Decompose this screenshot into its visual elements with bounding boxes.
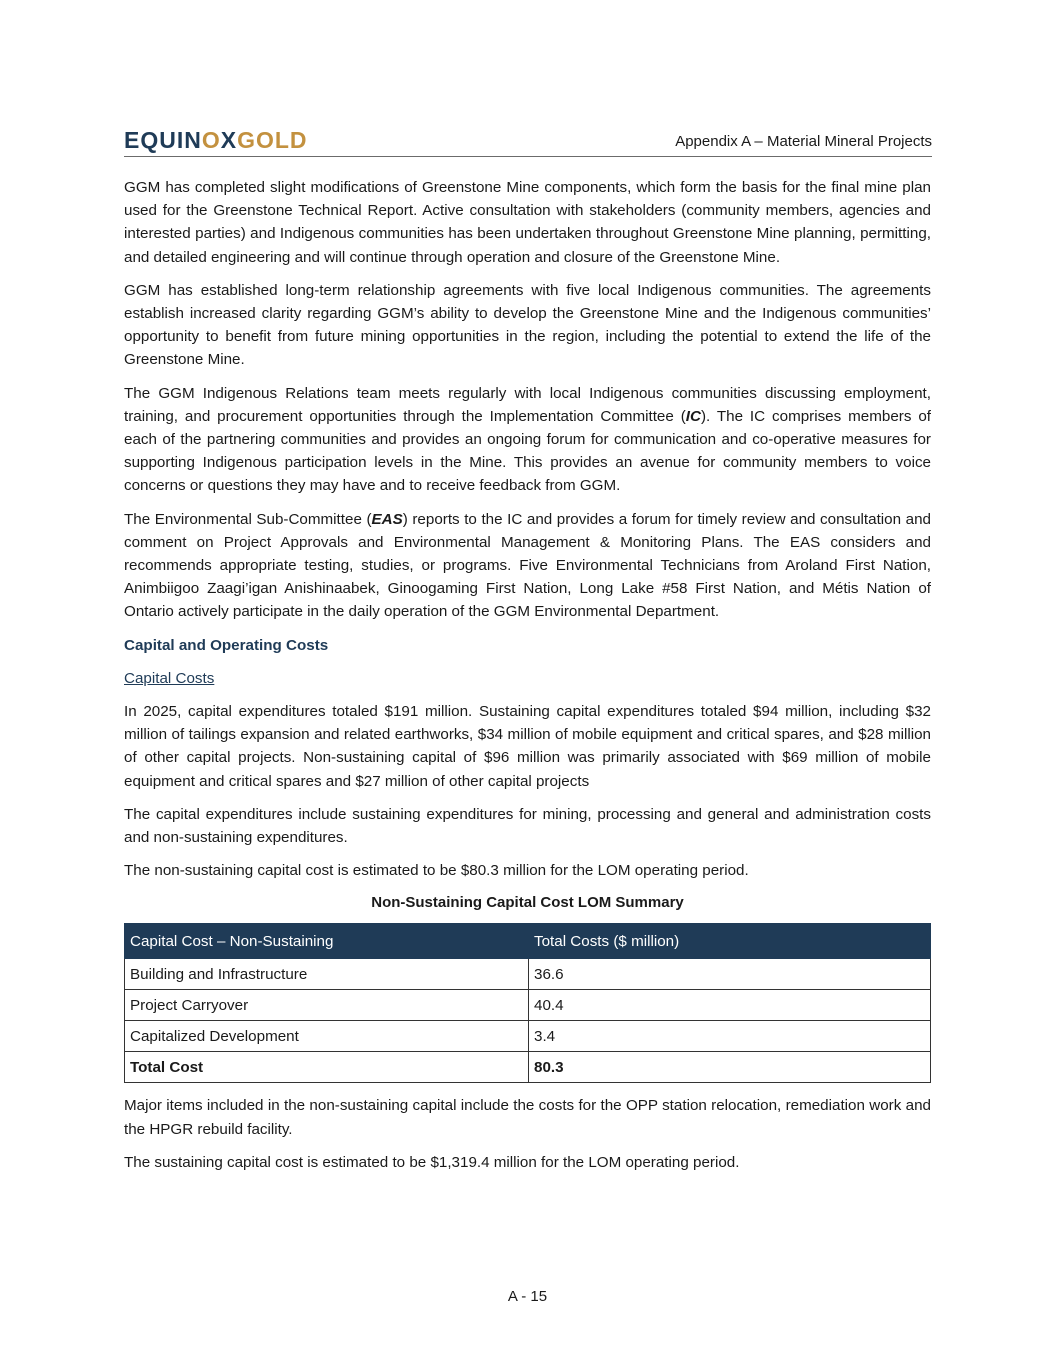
paragraph-environmental-subcommittee xyxy=(124,508,931,624)
text-span: ) reports to the IC and provides a forum for timely review and consultation and comment on Project Approvals and Environmental Management & Monitoring Plans. The EAS considers and recommends appropriate testing, studies, or programs. Five Environmental Technicians from Aroland First Nation, Animbiigoo Zaagi’igan Anishinaabek, Ginoogaming First Nation, Long Lake #58 First Nation, and Métis Nation of Ontario actively participate in the daily operation of the GGM Environmental Department. xyxy=(124,510,931,621)
table-header-row xyxy=(125,924,931,959)
table-cell: 80.3 xyxy=(529,1052,931,1083)
section-heading-capital-operating-costs: Capital and Operating Costs xyxy=(124,636,329,654)
table-row xyxy=(125,1021,931,1052)
page-body xyxy=(124,176,931,1184)
logo-text-equin: EQUIN xyxy=(124,127,202,153)
table-row xyxy=(125,990,931,1021)
table-header-cell: Capital Cost – Non-Sustaining xyxy=(125,924,529,959)
table-title: Non-Sustaining Capital Cost LOM Summary xyxy=(371,894,684,912)
table-row xyxy=(125,959,931,990)
table-cell: 36.6 xyxy=(529,959,931,990)
table-cell: 40.4 xyxy=(529,990,931,1021)
page-number: A - 15 xyxy=(507,1288,548,1305)
table-cell: Building and Infrastructure xyxy=(125,959,529,990)
table-row-total xyxy=(125,1052,931,1083)
text-span: The GGM Indigenous Relations team meets regularly with local Indigenous communities discussing employment, training, and procurement opportunities through the Implementation Committee ( xyxy=(124,384,931,425)
subheading-capital-costs: Capital Costs xyxy=(124,669,215,687)
paragraph-major-items: Major items included in the non-sustaining capital include the costs for the OPP station relocation, remediation work and the HPGR rebuild facility. xyxy=(124,1097,931,1138)
text-span: ). The IC comprises members of each of the partnering communities and provides an ongoing forum for communication and co-operative measures for supporting Indigenous participation levels in the Mine. This provides an avenue for community members to voice concerns or questions they may have and to receive feedback from GGM. xyxy=(124,407,931,495)
table-cell: Project Carryover xyxy=(125,990,529,1021)
abbr-eas: EAS xyxy=(371,510,403,528)
logo-text-o: O xyxy=(201,127,221,153)
paragraph-sustaining-estimate: The sustaining capital cost is estimated to be $1,319.4 million for the LOM operating period. xyxy=(124,1153,740,1171)
paragraph-consultation: GGM has completed slight modifications of Greenstone Mine components, which form the basis for the final mine plan used for the Greenstone Technical Report. Active consultation with stakeholders (community members, agencies and interested parties) and Indigenous communities has been undertaken throughout Greenstone Mine planning, permitting, and detailed engineering and will continue through operation and closure of the Greenstone Mine. xyxy=(124,179,931,266)
paragraph-indigenous-relations xyxy=(124,382,931,498)
paragraph-capex-2025: In 2025, capital expenditures totaled $191 million. Sustaining capital expenditures totaled $94 million, including $32 million of tailings expansion and related earthworks, $34 million of mobile equipment and critical spares, and $28 million of other capital projects. Non-sustaining capital of $96 million was primarily associated with $69 million of mobile equipment and critical spares and $27 million of other capital projects xyxy=(124,703,931,790)
page-header xyxy=(124,127,932,157)
table-cell: Capitalized Development xyxy=(125,1021,529,1052)
paragraph-non-sustaining-estimate: The non-sustaining capital cost is estimated to be $80.3 million for the LOM operating period. xyxy=(124,862,749,880)
table-header-cell: Total Costs ($ million) xyxy=(529,924,931,959)
non-sustaining-capital-table xyxy=(124,923,931,1083)
equinox-gold-logo xyxy=(124,127,308,153)
paragraph-capex-includes: The capital expenditures include sustaining expenditures for mining, processing and general and administration costs and non-sustaining expenditures. xyxy=(124,805,931,847)
logo-text-gold: GOLD xyxy=(237,127,308,153)
logo-text-x: X xyxy=(220,127,238,153)
text-span: The Environmental Sub-Committee ( xyxy=(124,510,372,528)
table-cell: 3.4 xyxy=(529,1021,931,1052)
header-title: Appendix A – Material Mineral Projects xyxy=(675,133,932,150)
table-cell: Total Cost xyxy=(125,1052,529,1083)
abbr-ic: IC xyxy=(685,407,701,425)
paragraph-agreements: GGM has established long-term relationship agreements with five local Indigenous communities. The agreements establish increased clarity regarding GGM’s ability to develop the Greenstone Mine and the Indigenous communities’ opportunity to benefit from future mining opportunities in the region, including the potential to extend the life of the Greenstone Mine. xyxy=(124,281,931,369)
